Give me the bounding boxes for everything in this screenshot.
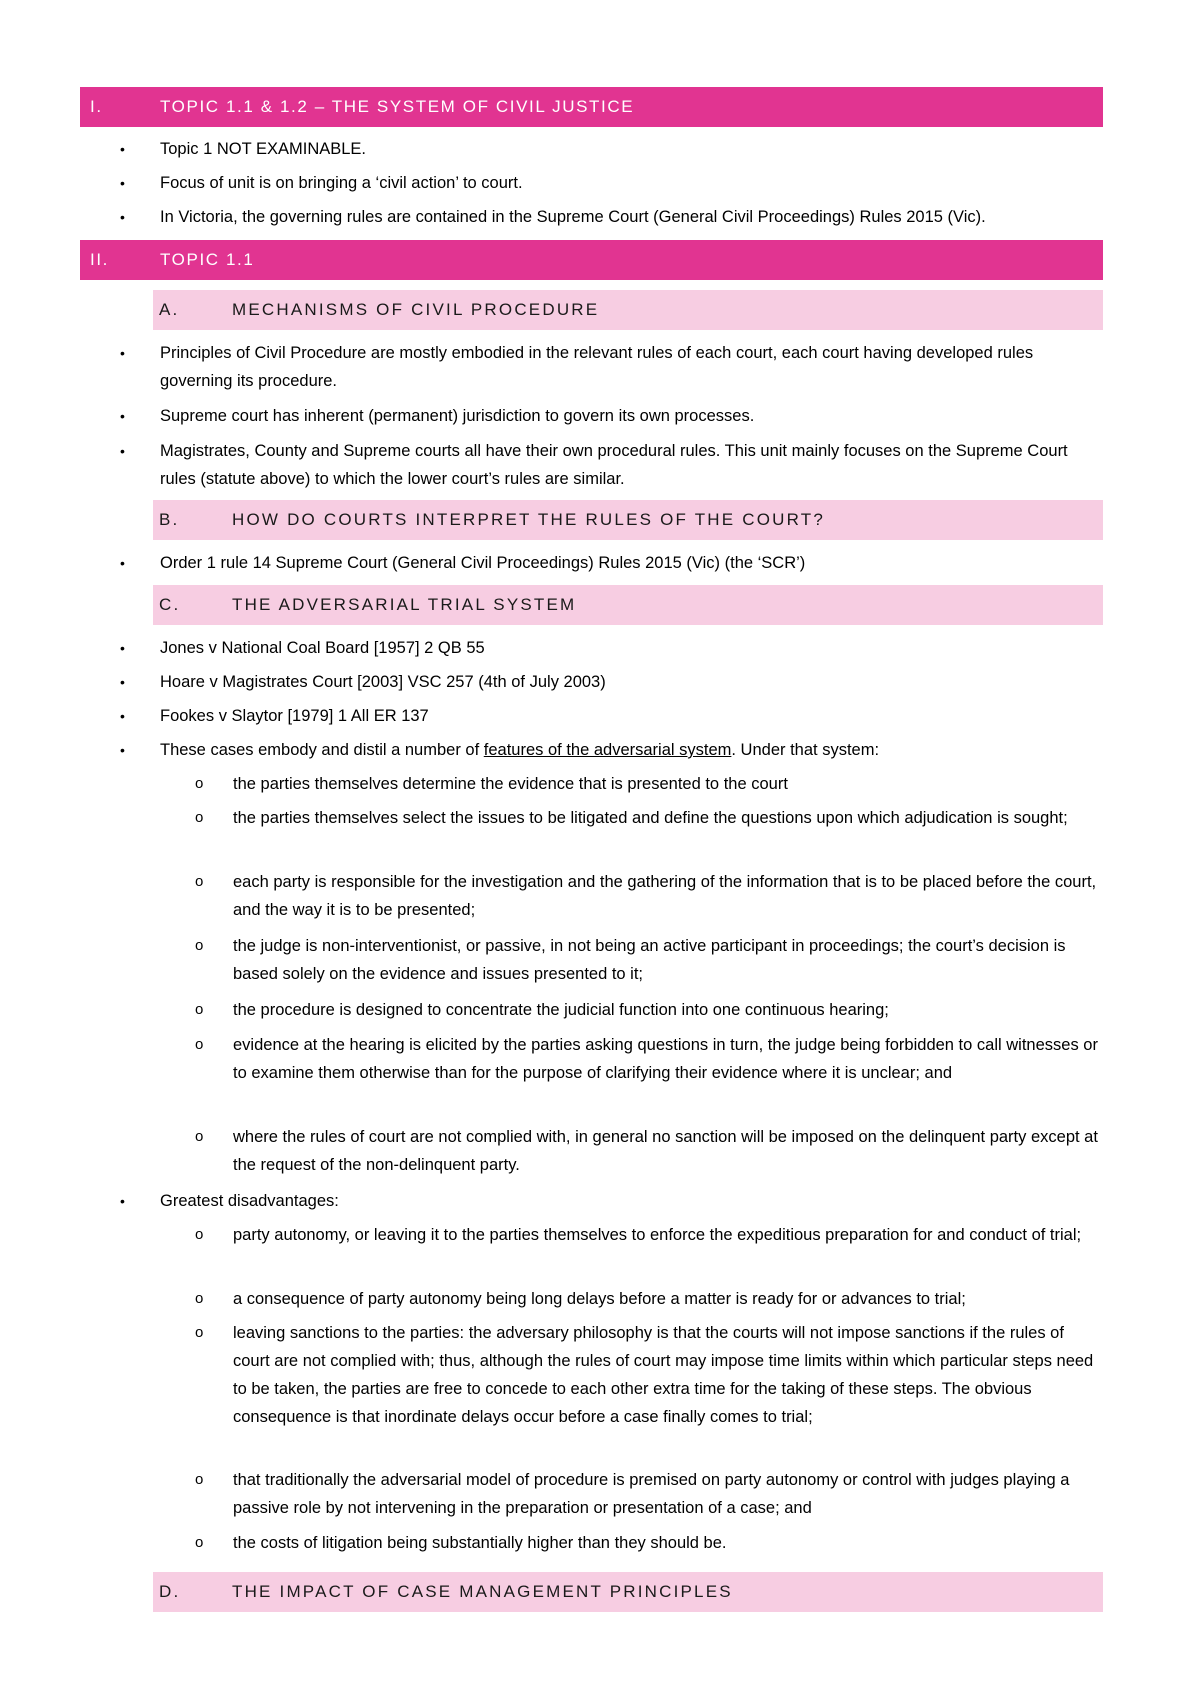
underlined-phrase: features of the adversarial system (483, 741, 732, 759)
list-item-text (160, 736, 1100, 764)
bullet-marker: • (120, 555, 125, 571)
heading-number: I. (90, 97, 103, 116)
sub-bullet-marker: o (195, 1290, 204, 1307)
sub-bullet-marker: o (195, 1471, 204, 1488)
subheading-letter: B. (159, 510, 180, 529)
list-item-text: evidence at the hearing is elicited by the parties asking questions in turn, the judge being forbidden to call witnesses or to examine them otherwise than for the purpose of clarifying their evidence where it is unclear; and (233, 1036, 1098, 1082)
sub-list-item (193, 804, 1103, 832)
subheading-text: HOW DO COURTS INTERPRET THE RULES OF THE COURT? (232, 510, 825, 529)
sub-bullet-marker: o (195, 809, 204, 826)
subheading-letter: D. (159, 1582, 181, 1601)
bullet-marker: • (120, 141, 125, 157)
list-item-text: Supreme court has inherent (permanent) jurisdiction to govern its own processes. (160, 407, 755, 425)
list-item (120, 169, 1100, 197)
bullet-marker: • (120, 1193, 125, 1209)
sub-bullet-marker: o (195, 1036, 204, 1053)
subheading-letter: A. (159, 300, 180, 319)
list-item (120, 634, 1100, 662)
sub-bullet-marker: o (195, 1534, 204, 1551)
bullet-marker: • (120, 742, 125, 758)
list-item-text: Hoare v Magistrates Court [2003] VSC 257 (4th of July 2003) (160, 673, 606, 691)
subheading-interpret-rules (153, 500, 1103, 540)
bullet-marker: • (120, 708, 125, 724)
bullet-marker: • (120, 443, 125, 459)
list-item-text: Order 1 rule 14 Supreme Court (General Civil Proceedings) Rules 2015 (Vic) (the ‘SCR’) (160, 554, 806, 572)
list-item-text: each party is responsible for the investigation and the gathering of the information that is to be placed before the court, and the way it is to be presented; (233, 873, 1097, 919)
list-item (120, 437, 1100, 493)
sub-list-item (193, 996, 1103, 1024)
list-item-text: the judge is non-interventionist, or passive, in not being an active participant in proceedings; the court’s decision is based solely on the evidence and issues presented to it; (233, 937, 1066, 983)
sub-list-item (193, 868, 1103, 924)
subheading-case-management (153, 1572, 1103, 1612)
sub-list-item (193, 1319, 1103, 1431)
list-item-text: that traditionally the adversarial model of procedure is premised on party autonomy or control with judges playing a passive role by not intervening in the preparation or presentation of a case; and (233, 1471, 1070, 1517)
list-item-text: the procedure is designed to concentrate the judicial function into one continuous hearing; (233, 1001, 889, 1019)
bullet-marker: • (120, 209, 125, 225)
sub-list-item (193, 932, 1103, 988)
list-item (120, 1187, 1100, 1215)
heading-topic-1-1 (80, 240, 1103, 280)
list-item (120, 668, 1100, 696)
sub-bullet-marker: o (195, 775, 204, 792)
heading-number: II. (90, 250, 109, 269)
sub-list-item (193, 1529, 1103, 1557)
sub-bullet-marker: o (195, 1128, 204, 1145)
subheading-text: THE ADVERSARIAL TRIAL SYSTEM (232, 595, 577, 614)
sub-bullet-marker: o (195, 873, 204, 890)
subheading-text: MECHANISMS OF CIVIL PROCEDURE (232, 300, 600, 319)
sub-list-item (193, 1031, 1103, 1087)
bullet-marker: • (120, 175, 125, 191)
subheading-text: THE IMPACT OF CASE MANAGEMENT PRINCIPLES (232, 1582, 733, 1601)
sub-bullet-marker: o (195, 1001, 204, 1018)
bullet-marker: • (120, 345, 125, 361)
list-item-text: Jones v National Coal Board [1957] 2 QB 55 (160, 639, 485, 657)
list-item-text: the parties themselves determine the evidence that is presented to the court (233, 775, 788, 793)
list-item-text: Fookes v Slaytor [1979] 1 All ER 137 (160, 707, 429, 725)
list-item-text: leaving sanctions to the parties: the adversary philosophy is that the courts will not impose sanctions if the rules of court are not complied with; thus, although the rules of court may impose time limits within which particular steps need to be taken, the parties are free to concede to each other extra time for the taking of these steps. The obvious consequence is that inordinate delays occur before a case finally comes to trial; (233, 1324, 1094, 1426)
list-item-text: Principles of Civil Procedure are mostly embodied in the relevant rules of each court, each court having developed rules governing its procedure. (160, 344, 1034, 390)
list-item (120, 702, 1100, 730)
list-item (120, 135, 1100, 163)
list-item (120, 549, 1100, 577)
heading-text: TOPIC 1.1 & 1.2 – THE SYSTEM OF CIVIL JUSTICE (160, 97, 635, 116)
list-item-text: Focus of unit is on bringing a ‘civil action’ to court. (160, 174, 523, 192)
sub-bullet-marker: o (195, 937, 204, 954)
list-item (120, 402, 1100, 430)
sub-list-item (193, 770, 1103, 798)
bullet-marker: • (120, 674, 125, 690)
subheading-mechanisms (153, 290, 1103, 330)
subheading-letter: C. (159, 595, 181, 614)
list-item-text: a consequence of party autonomy being long delays before a matter is ready for or advances to trial; (233, 1290, 966, 1308)
list-item-text: party autonomy, or leaving it to the parties themselves to enforce the expeditious preparation for and conduct of trial; (233, 1226, 1082, 1244)
heading-topic-1-1-1-2 (80, 87, 1103, 127)
list-item-text: In Victoria, the governing rules are contained in the Supreme Court (General Civil Proceedings) Rules 2015 (Vic). (160, 208, 986, 226)
bullet-marker: • (120, 408, 125, 424)
sub-bullet-marker: o (195, 1226, 204, 1243)
list-item (120, 736, 1100, 764)
list-item (120, 339, 1100, 395)
sub-list-item (193, 1466, 1103, 1522)
list-item (120, 203, 1100, 231)
sub-bullet-marker: o (195, 1324, 204, 1341)
list-item-text: the costs of litigation being substantially higher than they should be. (233, 1534, 727, 1552)
heading-text: TOPIC 1.1 (160, 250, 255, 269)
list-item-text: Magistrates, County and Supreme courts all have their own procedural rules. This unit mainly focuses on the Supreme Court rules (statute above) to which the lower court’s rules are similar. (160, 442, 1068, 488)
sub-list-item (193, 1285, 1103, 1313)
list-item-text: Topic 1 NOT EXAMINABLE. (160, 140, 367, 158)
list-item-text: where the rules of court are not complied with, in general no sanction will be imposed on the delinquent party except at the request of the non-delinquent party. (233, 1128, 1098, 1174)
sub-list-item (193, 1221, 1103, 1249)
sub-list-item (193, 1123, 1103, 1179)
text-suffix: . Under that system: (731, 741, 880, 759)
subheading-adversarial (153, 585, 1103, 625)
text-prefix: These cases embody and distil a number of (160, 741, 484, 759)
list-item-text: the parties themselves select the issues to be litigated and define the questions upon which adjudication is sought; (233, 809, 1068, 827)
bullet-marker: • (120, 640, 125, 656)
list-item-text: Greatest disadvantages: (160, 1192, 339, 1210)
